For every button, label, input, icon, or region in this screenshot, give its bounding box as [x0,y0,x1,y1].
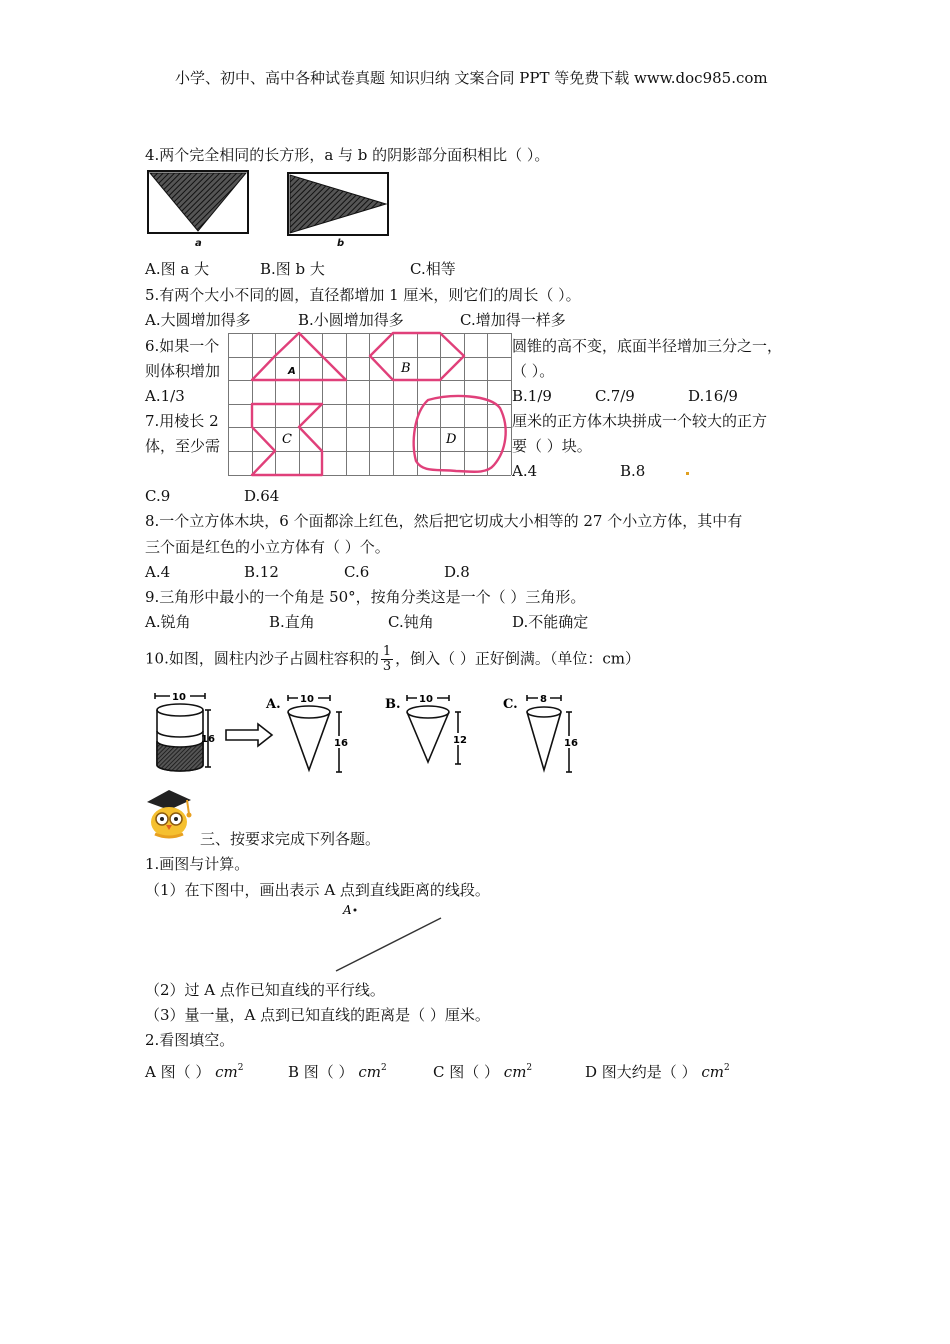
q6-option-c: C.7/9 [595,387,635,405]
q9-option-d: D.不能确定 [512,613,589,631]
q7-option-a: A.4 [512,462,538,480]
cone-c-diameter: 8 [540,694,547,705]
q9-option-b: B.直角 [269,613,315,631]
doctor-owl-icon [143,788,199,840]
q5-option-a: A.大圆增加得多 [145,311,251,329]
q8-text-line-2: 三个面是红色的小立方体有（ ）个。 [145,538,390,556]
cone-c [527,695,572,772]
q9-text: 9.三角形中最小的一个角是 50°，按角分类这是一个（ ）三角形。 [145,588,586,606]
fill-d [585,1058,730,1082]
fill-a-text: A 图（ ） [145,1063,211,1081]
q6-text-left-2: 则体积增加 [145,362,221,380]
q8-option-c: C.6 [344,563,370,581]
shape-a-label: A [288,366,296,377]
fill-c-text: C 图（ ） [433,1063,500,1081]
section-3-title: 三、按要求完成下列各题。 [200,830,381,848]
s3-q1-part-1: （1）在下图中，画出表示 A 点到直线距离的线段。 [145,881,490,899]
q10-text [145,645,640,674]
q5-option-c: C.增加得一样多 [460,311,566,329]
q10-fraction [381,645,393,674]
q8-option-d: D.8 [444,563,470,581]
q4-label-b: b [337,238,345,249]
shape-c-label: C [282,432,292,447]
fill-d-unit [701,1063,729,1081]
q10-text-before: 10.如图，圆柱内沙子占圆柱容积的 [145,649,379,668]
q4-label-a: a [195,238,202,249]
s3-q1-part-3: （3）量一量，A 点到已知直线的距离是（ ）厘米。 [145,1006,490,1024]
q7-text-left-1: 7.用棱长 2 [145,412,219,430]
unit-text: cm [358,1063,381,1081]
q10-fraction-numerator: 1 [382,644,392,659]
cone-b-height: 12 [453,735,467,746]
fill-c [433,1058,532,1082]
fill-a [145,1058,244,1082]
area-grid-figure [228,333,511,478]
cone-a [288,695,342,772]
stray-dot [686,472,689,475]
point-and-line-figure [330,900,450,975]
shape-d-label: D [446,432,457,447]
q10-text-after: ，倒入（ ）正好倒满。（单位：cm） [395,649,641,668]
q7-option-b: B.8 [620,462,646,480]
rect-b [288,173,388,235]
q4-figure [145,168,395,250]
cylinder-diameter-label: 10 [172,692,186,703]
point-a [354,909,357,912]
s3-q1-part-2: （2）过 A 点作已知直线的平行线。 [145,981,385,999]
s3-q2-title: 2.看图填空。 [145,1031,235,1049]
fill-b-unit [358,1063,386,1081]
cone-c-height: 16 [564,738,578,749]
s3-q1-title: 1.画图与计算。 [145,855,250,873]
fill-c-unit [504,1063,532,1081]
given-line [336,918,441,971]
q4-option-c: C.相等 [410,260,456,278]
q7-option-c: C.9 [145,487,171,505]
q7-text-right-2: 要（ ）块。 [512,437,592,455]
cone-c-label: C. [503,697,518,712]
cone-b [407,695,461,764]
unit-exponent: 2 [526,1063,533,1073]
q7-text-left-2: 体，至少需 [145,437,221,455]
q5-text: 5.有两个大小不同的圆，直径都增加 1 厘米，则它们的周长（ ）。 [145,286,581,304]
q8-option-b: B.12 [244,563,279,581]
q6-text-right-2: （ ）。 [512,362,555,380]
q10-figure [150,690,590,778]
point-a-label: A [343,903,352,917]
q8-option-a: A.4 [145,563,171,581]
q6-text-left-1: 6.如果一个 [145,337,220,355]
cone-a-diameter: 10 [300,694,314,705]
q4-text: 4.两个完全相同的长方形，a 与 b 的阴影部分面积相比（ ）。 [145,146,550,164]
q5-option-b: B.小圆增加得多 [298,311,404,329]
cone-b-diameter: 10 [419,694,433,705]
unit-exponent: 2 [380,1063,387,1073]
fill-d-text: D 图大约是（ ） [585,1063,697,1081]
shape-b-label: B [401,361,411,376]
cone-a-label: A. [266,697,281,712]
q8-text-line-1: 8.一个立方体木块，6 个面都涂上红色，然后把它切成大小相等的 27 个小立方体，其中有 [145,512,743,530]
q9-option-c: C.钝角 [388,613,434,631]
cylinder-height-label: 16 [201,734,215,745]
unit-exponent: 2 [237,1063,244,1073]
unit-text: cm [701,1063,724,1081]
q7-option-d: D.64 [244,487,280,505]
arrow-icon [226,724,272,746]
cone-b-label: B. [385,697,401,712]
cone-a-height: 16 [334,738,348,749]
unit-text: cm [503,1063,527,1081]
q10-fraction-denominator: 3 [382,659,392,674]
q6-option-d: D.16/9 [688,387,738,405]
fill-a-unit [215,1063,243,1081]
unit-text: cm [215,1063,238,1081]
page-header: 小学、初中、高中各种试卷真题 知识归纳 文案合同 PPT 等免费下载 www.doc985.com [175,69,768,87]
q4-option-a: A.图 a 大 [145,260,210,278]
rect-a [148,171,248,233]
q9-option-a: A.锐角 [145,613,191,631]
q6-text-right-1: 圆锥的高不变，底面半径增加三分之一， [512,337,783,355]
cylinder [155,693,211,771]
fill-b-text: B 图（ ） [288,1063,354,1081]
unit-exponent: 2 [723,1063,730,1073]
q7-text-right-1: 厘米的正方体木块拼成一个较大的正方 [512,412,768,430]
q4-option-b: B.图 b 大 [260,260,325,278]
q6-option-a: A.1/3 [145,387,185,405]
q6-option-b: B.1/9 [512,387,552,405]
fill-b [288,1058,387,1082]
